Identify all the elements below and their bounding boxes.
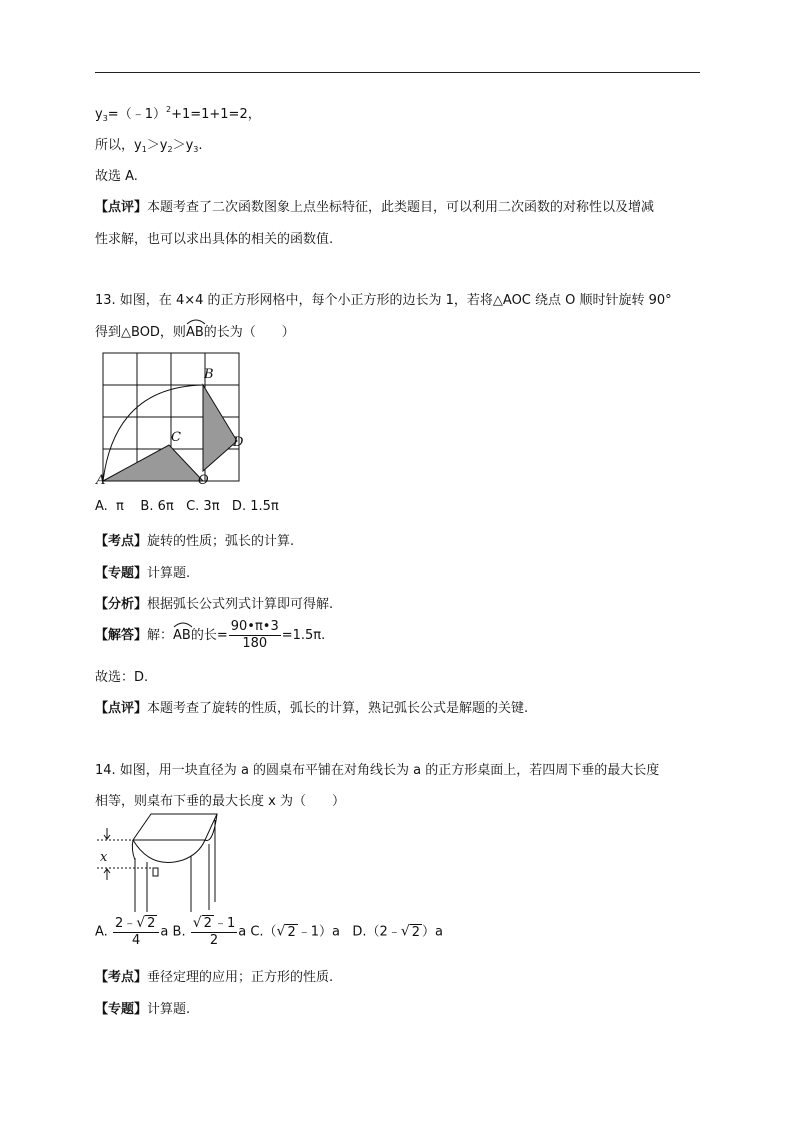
option-b-fraction: $\frac{√ 2 ﹣1}{2}$	[192, 915, 236, 948]
q13-fenxi: 【分析】根据弧长公式列式计算即可得解.	[95, 597, 334, 612]
label-c: C	[171, 430, 181, 445]
q13-grid-figure	[95, 345, 255, 490]
header-rule	[95, 72, 700, 73]
comment-line-2: 性求解，也可以求出具体的相关的函数值.	[95, 232, 334, 247]
q14-kaodian: 【考点】垂径定理的应用；正方形的性质.	[95, 970, 334, 985]
q13-options: A. π B. 6π C. 3π D. 1.5π	[95, 499, 279, 514]
label-o: O	[198, 473, 209, 488]
q13-stem-line-2: 得到△BOD，则 AB的长为（ ）	[95, 321, 295, 340]
arc-symbol: AB	[186, 321, 204, 340]
q14-zhuanti: 【专题】计算题.	[95, 1002, 191, 1017]
comment-line-1: 【点评】本题考查了二次函数图象上点坐标特征，此类题目，可以利用二次函数的对称性以及增减	[95, 200, 655, 215]
comparison-line: 所以，$y_1>y_2>y_3$.	[95, 138, 203, 154]
q14-stem-line-2: 相等，则桌布下垂的最大长度 x 为（ ）	[95, 794, 345, 809]
q13-jieda: 【解答】解： AB的长= $\frac{90•\pi•3}{180}$ =1.5π.	[95, 619, 326, 651]
fraction: $\frac{90•\pi•3}{180}$	[230, 619, 279, 651]
q13-stem-line-1: 13. 如图，在 4×4 的正方形网格中，每个小正方形的边长为 1，若将△AOC 绕点 O 顺时针旋转 90°	[95, 293, 672, 308]
q13-kaodian: 【考点】旋转的性质；弧长的计算.	[95, 534, 295, 549]
label-b: B	[204, 367, 214, 382]
q13-answer: 故选：D.	[95, 670, 149, 685]
x-label: x	[100, 850, 108, 865]
q14-options: A. $\frac{2﹣√ 2}{4}$ a B. $\frac{√ 2 ﹣1}{2}$ a C.（√ 2 ﹣1）a D.（2﹣√ 2 ）a	[95, 915, 443, 948]
q13-dianping: 【点评】本题考查了旋转的性质，弧长的计算，熟记弧长公式是解题的关键.	[95, 701, 529, 716]
q13-zhuanti: 【专题】计算题.	[95, 566, 191, 581]
arc-symbol-2: AB	[173, 624, 191, 643]
answer-a: 故选 A.	[95, 169, 138, 184]
q14-stem-line-1: 14. 如图，用一块直径为 a 的圆桌布平铺在对角线长为 a 的正方形桌面上，若四周下垂的最大长度	[95, 763, 660, 778]
q14-table-figure	[95, 810, 225, 915]
y3-equation: $y_3=(﹣1)^2+1=1+1=2$，	[95, 105, 261, 123]
option-a-fraction: $\frac{2﹣√ 2}{4}$	[113, 915, 159, 949]
label-d: D	[233, 435, 244, 450]
label-a: A	[96, 473, 106, 488]
